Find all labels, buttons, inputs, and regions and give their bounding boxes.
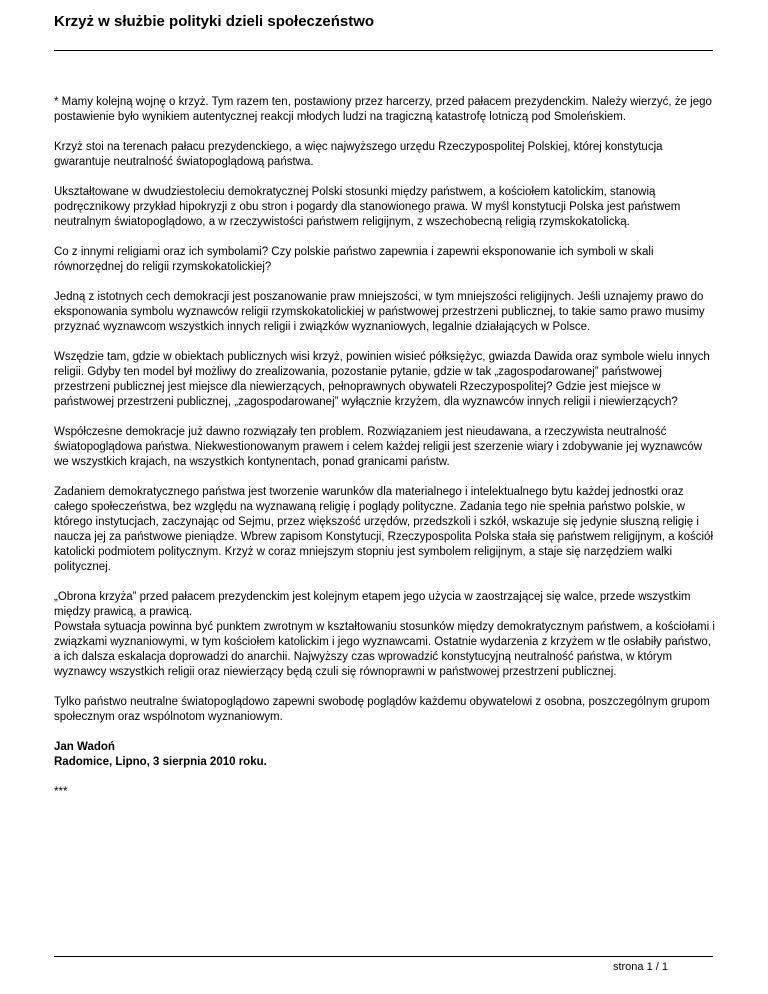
paragraph-5: Jedną z istotnych cech demokracji jest poszanowanie praw mniejszości, w tym mniejszości religijnych. Jeśli uznajemy prawo do eksponowania symbolu wyznawców religii rzymskokatolickiej w państwowej przestrzeni publicznej, to takie samo prawo musimy przyznać wyznawcom wszystkich innych religii i związków wyznaniowych, legalnie działających w Polsce. <box>54 291 705 333</box>
separator: *** <box>54 786 68 798</box>
paragraph-1: * Mamy kolejną wojnę o krzyż. Tym razem ten, postawiony przez harcerzy, przed pałacem prezydenckim. Należy wierzyć, że jego postawienie było wynikiem autentycznej reakcji młodych ludzi na tragiczną katastrofę lotniczą pod Smoleńskiem. <box>54 96 712 123</box>
page-number: strona 1 / 1 <box>612 961 668 973</box>
paragraph-4: Co z innymi religiami oraz ich symbolami? Czy polskie państwo zapewnia i zapewni eksponowanie ich symboli w skali równorzędnej do religii rzymskokatolickiej? <box>54 246 654 273</box>
paragraph-6: Wszędzie tam, gdzie w obiektach publicznych wisi krzyż, powinien wisieć półksiężyc, gwiazda Dawida oraz symbole wielu innych religii. Gdyby ten model był możliwy do zrealizowania, pozostanie pytanie, gdzie w tak „zagospodarowanej” państwowej przestrzeni publicznej jest miejsce dla niewierzących, pełnoprawnych obywateli Rzeczypospolitej? Gdzie jest miejsce w państwowej przestrzeni publicznej, „zagospodarowanej” wyłącznie krzyżem, dla wyznawców innych religii i niewierzących? <box>54 351 710 408</box>
signature-block <box>54 740 716 770</box>
paragraph-8: Zadaniem demokratycznego państwa jest tworzenie warunków dla materialnego i intelektualnego bytu każdej jednostki oraz całego społeczeństwa, bez względu na wyznawaną religię i poglądy polityczne. Zadania tego nie spełnia państwo polskie, w którego instytucjach, zaczynając od Sejmu, przez większość urzędów, przedszkoli i szkół, wskazuje się jedynie słuszną religię i naucza jej za państwowe pieniądze. Wbrew zapisom Konstytucji, Rzeczypospolita Polska stała się państwem religijnym, a kościół katolicki podmiotem politycznym. Krzyż w coraz mniejszym stopniu jest symbolem religijnym, a staje się narzędziem walki politycznej. <box>54 486 713 573</box>
paragraph-7: Współczesne demokracje już dawno rozwiązały ten problem. Rozwiązaniem jest nieudawana, a rzeczywista neutralność światopoglądowa państwa. Niekwestionowanym prawem i celem każdej religii jest szerzenie wiary i zdobywanie jej wyznawców we wszystkich krajach, na wszystkich kontynentach, ponad granicami państw. <box>54 426 703 468</box>
paragraph-9-line-1: „Obrona krzyża” przed pałacem prezydenckim jest kolejnym etapem jego użycia w zaostrzającej się walce, przede wszystkim między prawicą, a prawicą. <box>54 591 691 618</box>
paragraph-9-line-2: Powstała sytuacja powinna być punktem zwrotnym w kształtowaniu stosunków między demokratycznym państwem, a kościołami i związkami wyznaniowymi, w tym kościołem katolickim i jego wyznawcami. Ostatnie wydarzenia z krzyżem w tle osłabiły państwo, a ich dalsza eskalacja doprowadzi do anarchii. Najwyższy czas wprowadzić konstytucyjną neutralność państwa, w którym wyznawcy wszystkich religii oraz niewierzący będą czuli się równoprawni w państwowej przestrzeni publicznej. <box>54 621 715 678</box>
document-title: Krzyż w służbie polityki dzieli społeczeństwo <box>54 13 375 30</box>
paragraph-3: Ukształtowane w dwudziestoleciu demokratycznej Polski stosunki między państwem, a kościołem katolickim, stanowią podręcznikowy przykład hipokryzji z obu stron i pogardy dla stanowionego prawa. W myśl konstytucji Polska jest państwem neutralnym światopoglądowo, a w rzeczywistości państwem religijnym, z wszechobecną religią rzymskokatolicką. <box>54 186 681 228</box>
footer-divider <box>54 956 713 957</box>
article-body <box>54 95 716 815</box>
author-name: Jan Wadoń <box>54 741 115 753</box>
paragraph-closing: Tylko państwo neutralne światopoglądowo zapewni swobodę poglądów każdemu obywatelowi z osobna, poszczególnym grupom społecznym oraz wspólnotom wyznaniowym. <box>54 696 710 723</box>
paragraph-9 <box>54 590 716 680</box>
place-date: Radomice, Lipno, 3 sierpnia 2010 roku. <box>54 756 267 768</box>
paragraph-2: Krzyż stoi na terenach pałacu prezydenckiego, a więc najwyższego urzędu Rzeczypospolitej Polskiej, której konstytucja gwarantuje neutralność światopoglądową państwa. <box>54 141 663 168</box>
header-divider <box>54 50 713 51</box>
